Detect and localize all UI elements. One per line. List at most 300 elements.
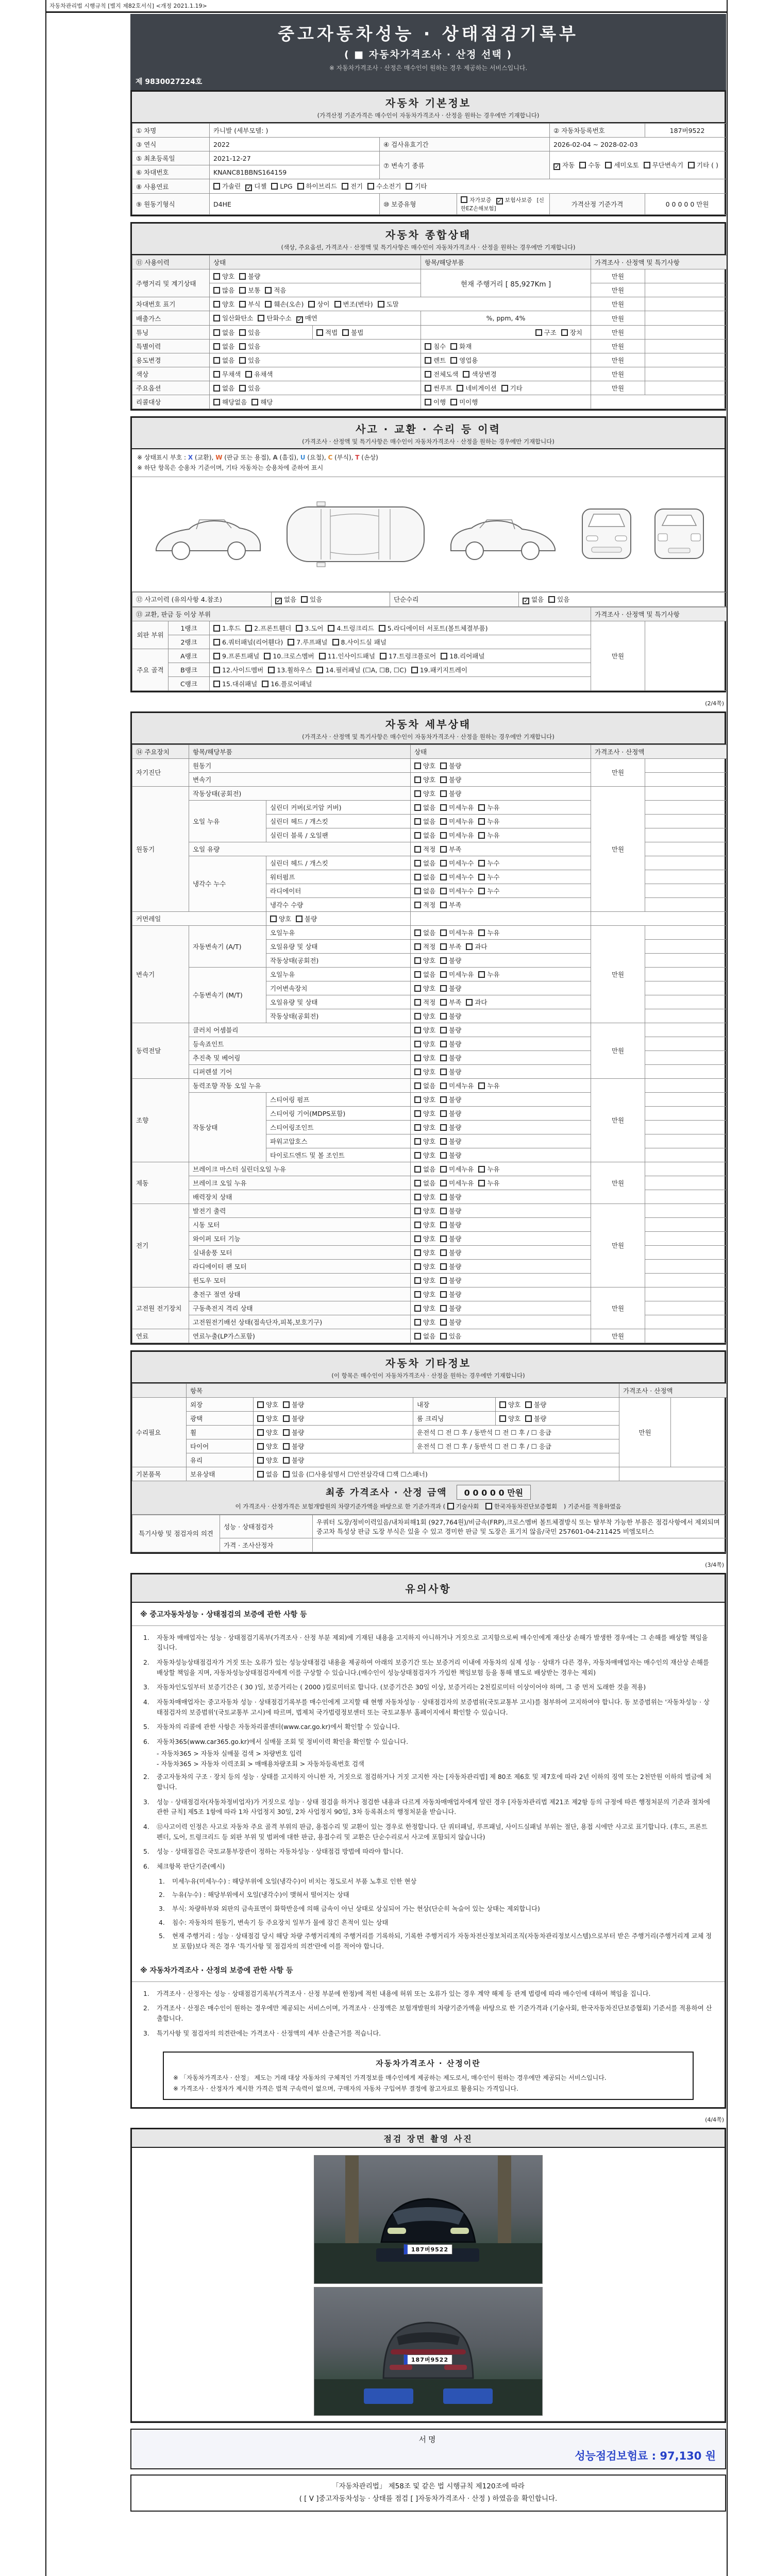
checkbox-icon[interactable] <box>283 1401 290 1408</box>
checkbox-option[interactable] <box>440 1011 461 1021</box>
checkbox-icon[interactable] <box>239 385 246 392</box>
checkbox-option[interactable] <box>440 761 461 770</box>
checkbox-icon[interactable] <box>525 1401 532 1408</box>
checkbox-option[interactable] <box>440 886 474 895</box>
checkbox-icon[interactable] <box>213 287 220 294</box>
checkbox-option[interactable] <box>425 355 446 365</box>
checkbox-icon[interactable] <box>425 343 431 350</box>
checkbox-option[interactable] <box>239 355 260 365</box>
checkbox-icon[interactable] <box>485 1503 492 1510</box>
checkbox-icon[interactable] <box>414 832 421 839</box>
checkbox-option[interactable] <box>239 285 260 295</box>
checkbox-icon[interactable] <box>270 916 277 922</box>
checkbox-icon[interactable] <box>213 315 220 321</box>
checkbox-option[interactable] <box>213 313 253 323</box>
checkbox-option[interactable] <box>414 997 435 1007</box>
checkbox-option[interactable] <box>414 1025 435 1035</box>
checkbox-option[interactable] <box>440 956 461 965</box>
checkbox-option[interactable] <box>414 844 435 854</box>
checkbox-icon[interactable] <box>342 329 349 336</box>
checkbox-option[interactable] <box>334 299 373 309</box>
checkbox-icon[interactable] <box>461 196 467 203</box>
checkbox-icon[interactable] <box>213 329 220 336</box>
checkbox-option[interactable] <box>644 160 683 170</box>
checkbox-icon[interactable] <box>414 1096 421 1103</box>
checkbox-option[interactable] <box>499 1400 520 1409</box>
checkbox-option[interactable] <box>485 1502 557 1511</box>
checkbox-icon[interactable] <box>478 1180 485 1187</box>
checkbox-icon[interactable] <box>283 1443 290 1450</box>
checkbox-icon[interactable]: ✓ <box>297 316 303 323</box>
checkbox-option[interactable] <box>414 886 435 895</box>
checkbox-option[interactable] <box>328 623 374 633</box>
checkbox-option[interactable] <box>283 1400 304 1409</box>
checkbox-option[interactable] <box>440 1206 461 1215</box>
checkbox-option[interactable] <box>414 1331 435 1341</box>
checkbox-option[interactable] <box>440 970 474 979</box>
checkbox-icon[interactable] <box>440 999 447 1006</box>
checkbox-icon[interactable] <box>414 1249 421 1256</box>
checkbox-icon[interactable] <box>406 183 412 190</box>
checkbox-option[interactable] <box>414 1178 435 1188</box>
checkbox-icon[interactable] <box>301 596 308 603</box>
checkbox-icon[interactable] <box>605 162 612 168</box>
checkbox-option[interactable] <box>441 651 484 660</box>
checkbox-icon[interactable] <box>414 1138 421 1145</box>
checkbox-icon[interactable] <box>414 1235 421 1242</box>
checkbox-icon[interactable] <box>257 1457 264 1464</box>
checkbox-icon[interactable] <box>440 762 447 769</box>
checkbox-option[interactable] <box>414 1303 435 1313</box>
checkbox-option[interactable] <box>440 1220 461 1229</box>
checkbox-option[interactable] <box>213 369 241 379</box>
checkbox-option[interactable] <box>688 160 718 170</box>
checkbox-icon[interactable] <box>414 1208 421 1214</box>
checkbox-option[interactable] <box>478 970 499 979</box>
checkbox-option[interactable] <box>213 328 234 337</box>
checkbox-option[interactable] <box>262 679 312 688</box>
checkbox-icon[interactable] <box>268 667 275 673</box>
checkbox-option[interactable] <box>440 1276 461 1285</box>
checkbox-option[interactable] <box>297 181 337 191</box>
checkbox-icon[interactable] <box>414 1013 421 1020</box>
checkbox-option[interactable] <box>525 1400 546 1409</box>
checkbox-option[interactable] <box>440 858 474 868</box>
checkbox-icon[interactable] <box>213 273 220 280</box>
checkbox-icon[interactable] <box>414 1055 421 1061</box>
checkbox-icon[interactable] <box>440 1208 447 1214</box>
checkbox-option-checked[interactable] <box>296 313 317 323</box>
checkbox-icon[interactable] <box>644 162 650 168</box>
checkbox-icon[interactable] <box>440 874 447 880</box>
checkbox-icon[interactable] <box>258 315 264 321</box>
checkbox-icon[interactable] <box>316 667 323 673</box>
checkbox-icon[interactable] <box>257 1429 264 1436</box>
checkbox-option[interactable] <box>457 383 496 393</box>
checkbox-option[interactable] <box>440 1303 461 1313</box>
checkbox-option-checked[interactable] <box>275 595 296 604</box>
checkbox-option[interactable] <box>257 1400 278 1409</box>
checkbox-icon[interactable] <box>378 301 384 308</box>
checkbox-icon[interactable] <box>213 357 220 364</box>
checkbox-icon[interactable] <box>478 971 485 978</box>
checkbox-icon[interactable]: ✓ <box>524 597 529 604</box>
checkbox-icon[interactable] <box>440 832 447 839</box>
checkbox-option[interactable] <box>378 299 399 309</box>
checkbox-icon[interactable] <box>239 301 246 308</box>
checkbox-option[interactable] <box>264 651 314 660</box>
checkbox-icon[interactable] <box>440 1027 447 1033</box>
checkbox-option[interactable] <box>406 181 427 191</box>
checkbox-icon[interactable] <box>499 1401 506 1408</box>
checkbox-icon[interactable] <box>440 860 447 867</box>
checkbox-icon[interactable] <box>440 1082 447 1089</box>
checkbox-option[interactable] <box>239 383 260 393</box>
checkbox-icon[interactable] <box>414 1041 421 1047</box>
checkbox-icon[interactable] <box>561 329 568 336</box>
checkbox-option[interactable] <box>425 342 446 351</box>
checkbox-option[interactable] <box>425 369 458 379</box>
checkbox-icon[interactable] <box>478 1166 485 1173</box>
checkbox-icon[interactable] <box>414 846 421 853</box>
checkbox-option[interactable] <box>440 1262 461 1271</box>
checkbox-option[interactable] <box>414 928 435 937</box>
checkbox-icon[interactable] <box>213 301 220 308</box>
checkbox-icon[interactable] <box>414 1166 421 1173</box>
checkbox-icon[interactable] <box>239 329 246 336</box>
checkbox-icon[interactable] <box>478 804 485 811</box>
checkbox-icon[interactable]: ✓ <box>246 184 252 191</box>
checkbox-option[interactable] <box>440 1178 474 1188</box>
checkbox-icon[interactable] <box>535 329 542 336</box>
checkbox-icon[interactable] <box>380 653 386 659</box>
checkbox-option-checked[interactable] <box>523 595 544 604</box>
checkbox-option[interactable] <box>450 397 478 406</box>
checkbox-icon[interactable] <box>414 762 421 769</box>
checkbox-option[interactable] <box>245 623 291 633</box>
checkbox-option[interactable] <box>257 1414 278 1423</box>
checkbox-icon[interactable] <box>283 1457 290 1464</box>
checkbox-icon[interactable] <box>440 1235 447 1242</box>
checkbox-icon[interactable] <box>441 653 447 659</box>
checkbox-icon[interactable] <box>478 832 485 839</box>
checkbox-option[interactable] <box>283 1455 304 1465</box>
checkbox-icon[interactable] <box>414 1222 421 1228</box>
checkbox-option[interactable] <box>414 1011 435 1021</box>
checkbox-option[interactable] <box>414 970 435 979</box>
checkbox-option[interactable] <box>414 1234 435 1243</box>
checkbox-icon[interactable] <box>440 1305 447 1312</box>
checkbox-icon[interactable] <box>501 385 508 392</box>
checkbox-icon[interactable] <box>463 371 469 378</box>
checkbox-option[interactable] <box>414 1206 435 1215</box>
checkbox-icon[interactable] <box>414 1152 421 1159</box>
checkbox-option[interactable] <box>245 369 273 379</box>
checkbox-option[interactable] <box>579 160 600 170</box>
checkbox-icon[interactable] <box>688 162 695 168</box>
checkbox-option[interactable] <box>414 1290 435 1299</box>
checkbox-icon[interactable] <box>257 1415 264 1422</box>
checkbox-option[interactable] <box>414 858 435 868</box>
checkbox-icon[interactable] <box>414 1277 421 1284</box>
checkbox-option[interactable] <box>414 1109 435 1118</box>
checkbox-icon[interactable] <box>414 1194 421 1200</box>
checkbox-option[interactable] <box>332 637 386 647</box>
checkbox-option[interactable] <box>440 775 461 784</box>
checkbox-option[interactable] <box>414 1095 435 1104</box>
checkbox-icon[interactable] <box>296 625 303 632</box>
checkbox-option[interactable] <box>525 1414 546 1423</box>
checkbox-icon[interactable] <box>251 399 258 405</box>
checkbox-icon[interactable] <box>440 929 447 936</box>
checkbox-icon[interactable] <box>414 1124 421 1131</box>
checkbox-option[interactable] <box>414 1262 435 1271</box>
checkbox-option[interactable] <box>414 1192 435 1201</box>
checkbox-option[interactable] <box>499 1414 520 1423</box>
checkbox-icon[interactable] <box>548 596 555 603</box>
checkbox-option[interactable] <box>450 355 478 365</box>
checkbox-option[interactable] <box>535 328 557 337</box>
checkbox-option[interactable] <box>268 665 312 674</box>
checkbox-icon[interactable] <box>478 1082 485 1089</box>
checkbox-icon[interactable] <box>414 1082 421 1089</box>
checkbox-icon[interactable] <box>379 625 385 632</box>
checkbox-option[interactable] <box>414 1164 435 1174</box>
checkbox-option[interactable] <box>213 637 283 647</box>
checkbox-icon[interactable] <box>440 1194 447 1200</box>
checkbox-option[interactable] <box>213 665 263 674</box>
checkbox-icon[interactable] <box>283 1415 290 1422</box>
checkbox-option[interactable] <box>466 942 487 951</box>
checkbox-option[interactable] <box>414 984 435 993</box>
checkbox-option-checked[interactable] <box>496 196 532 205</box>
checkbox-option[interactable] <box>342 181 363 191</box>
checkbox-icon[interactable] <box>283 1429 290 1436</box>
checkbox-icon[interactable] <box>414 888 421 894</box>
checkbox-option[interactable] <box>425 397 446 406</box>
checkbox-icon[interactable] <box>213 343 220 350</box>
checkbox-icon[interactable] <box>440 1124 447 1131</box>
checkbox-icon[interactable] <box>440 943 447 950</box>
checkbox-icon[interactable] <box>213 667 220 673</box>
checkbox-icon[interactable] <box>414 1291 421 1298</box>
checkbox-option[interactable] <box>367 181 401 191</box>
checkbox-option[interactable] <box>478 886 499 895</box>
checkbox-option[interactable] <box>440 817 474 826</box>
checkbox-icon[interactable] <box>257 1443 264 1450</box>
checkbox-icon[interactable] <box>414 999 421 1006</box>
checkbox-option[interactable] <box>414 1123 435 1132</box>
checkbox-icon[interactable] <box>440 1013 447 1020</box>
checkbox-option[interactable] <box>440 1137 461 1146</box>
checkbox-icon[interactable] <box>213 399 220 405</box>
checkbox-icon[interactable] <box>440 1263 447 1270</box>
checkbox-icon[interactable]: ✓ <box>276 597 282 604</box>
checkbox-option[interactable] <box>319 651 375 660</box>
checkbox-option[interactable] <box>411 665 467 674</box>
checkbox-option[interactable] <box>440 1081 474 1090</box>
checkbox-option[interactable] <box>257 1428 278 1437</box>
checkbox-option[interactable] <box>440 1150 461 1160</box>
checkbox-option[interactable] <box>296 623 323 633</box>
checkbox-icon[interactable] <box>440 1110 447 1117</box>
checkbox-icon[interactable] <box>245 625 252 632</box>
checkbox-option[interactable] <box>414 1248 435 1257</box>
checkbox-option[interactable] <box>414 1067 435 1076</box>
checkbox-option[interactable] <box>440 1123 461 1132</box>
checkbox-icon[interactable] <box>213 625 220 632</box>
checkbox-icon[interactable] <box>414 1333 421 1340</box>
checkbox-icon[interactable] <box>414 1319 421 1326</box>
checkbox-option[interactable] <box>239 272 260 281</box>
checkbox-option[interactable] <box>414 1053 435 1062</box>
checkbox-icon[interactable] <box>414 804 421 811</box>
checkbox-option[interactable] <box>213 342 234 351</box>
checkbox-icon[interactable] <box>440 1291 447 1298</box>
checkbox-option[interactable] <box>213 651 259 660</box>
checkbox-option[interactable] <box>316 665 406 674</box>
checkbox-icon[interactable] <box>288 639 294 646</box>
checkbox-option[interactable] <box>213 299 234 309</box>
checkbox-option[interactable] <box>425 383 452 393</box>
checkbox-icon[interactable] <box>265 301 272 308</box>
checkbox-option[interactable] <box>213 397 247 406</box>
checkbox-icon[interactable] <box>213 653 220 659</box>
checkbox-option[interactable] <box>414 789 435 798</box>
checkbox-option[interactable] <box>440 1192 461 1201</box>
checkbox-option[interactable] <box>440 1331 461 1341</box>
checkbox-option[interactable] <box>548 595 569 604</box>
checkbox-option[interactable] <box>414 775 435 784</box>
checkbox-icon[interactable] <box>213 639 220 646</box>
checkbox-option[interactable] <box>283 1442 304 1451</box>
checkbox-icon[interactable] <box>425 357 431 364</box>
checkbox-option[interactable] <box>258 313 291 323</box>
checkbox-icon[interactable] <box>414 874 421 880</box>
checkbox-option[interactable] <box>213 383 234 393</box>
checkbox-icon[interactable] <box>213 385 220 392</box>
checkbox-icon[interactable] <box>257 1401 264 1408</box>
checkbox-icon[interactable] <box>213 371 220 378</box>
checkbox-icon[interactable] <box>450 357 457 364</box>
checkbox-icon[interactable] <box>297 183 304 190</box>
checkbox-option[interactable] <box>440 928 474 937</box>
checkbox-icon[interactable]: ✓ <box>554 163 560 170</box>
checkbox-option[interactable] <box>414 761 435 770</box>
checkbox-option[interactable] <box>414 1137 435 1146</box>
checkbox-option[interactable] <box>440 942 461 951</box>
checkbox-option[interactable] <box>213 679 257 688</box>
checkbox-icon[interactable] <box>478 888 485 894</box>
checkbox-option[interactable] <box>605 160 638 170</box>
checkbox-icon[interactable] <box>414 902 421 908</box>
checkbox-icon[interactable] <box>414 1110 421 1117</box>
checkbox-icon[interactable] <box>440 1138 447 1145</box>
checkbox-icon[interactable] <box>440 1180 447 1187</box>
checkbox-icon[interactable] <box>239 273 246 280</box>
checkbox-option[interactable] <box>440 803 474 812</box>
checkbox-option[interactable] <box>440 831 474 840</box>
checkbox-icon[interactable] <box>414 860 421 867</box>
checkbox-option[interactable] <box>414 1081 435 1090</box>
checkbox-icon[interactable] <box>414 790 421 797</box>
checkbox-icon[interactable] <box>450 343 457 350</box>
checkbox-option[interactable] <box>561 328 582 337</box>
checkbox-option[interactable] <box>466 997 487 1007</box>
checkbox-option[interactable] <box>239 328 260 337</box>
checkbox-option[interactable] <box>257 1455 278 1465</box>
checkbox-icon[interactable] <box>319 653 326 659</box>
checkbox-option[interactable] <box>213 623 241 633</box>
checkbox-option[interactable] <box>478 928 499 937</box>
checkbox-icon[interactable] <box>264 653 271 659</box>
checkbox-option[interactable] <box>478 817 499 826</box>
checkbox-option[interactable] <box>478 858 499 868</box>
checkbox-option[interactable] <box>283 1414 304 1423</box>
checkbox-icon[interactable] <box>499 1415 506 1422</box>
checkbox-icon[interactable] <box>239 357 246 364</box>
checkbox-option[interactable] <box>440 1234 461 1243</box>
checkbox-option[interactable] <box>440 872 474 882</box>
checkbox-icon[interactable] <box>478 860 485 867</box>
checkbox-option[interactable] <box>501 383 523 393</box>
checkbox-option[interactable] <box>296 914 317 923</box>
checkbox-option[interactable] <box>440 984 461 993</box>
checkbox-option[interactable] <box>301 595 322 604</box>
checkbox-option[interactable] <box>213 285 234 295</box>
checkbox-icon[interactable] <box>440 804 447 811</box>
checkbox-icon[interactable] <box>342 183 348 190</box>
checkbox-option[interactable] <box>440 1067 461 1076</box>
checkbox-icon[interactable] <box>440 776 447 783</box>
checkbox-icon[interactable] <box>440 1041 447 1047</box>
checkbox-icon[interactable] <box>414 776 421 783</box>
checkbox-icon[interactable] <box>478 874 485 880</box>
checkbox-option[interactable] <box>257 1442 278 1451</box>
checkbox-option[interactable] <box>440 997 461 1007</box>
checkbox-icon[interactable] <box>440 790 447 797</box>
checkbox-option[interactable] <box>288 637 327 647</box>
checkbox-icon[interactable] <box>440 1152 447 1159</box>
checkbox-option[interactable] <box>414 942 435 951</box>
checkbox-icon[interactable] <box>440 1069 447 1075</box>
checkbox-icon[interactable] <box>213 681 220 687</box>
checkbox-option[interactable] <box>447 1502 479 1511</box>
checkbox-icon[interactable] <box>440 1166 447 1173</box>
checkbox-option[interactable] <box>283 1428 304 1437</box>
checkbox-option[interactable] <box>463 369 496 379</box>
checkbox-icon[interactable] <box>440 1249 447 1256</box>
checkbox-icon[interactable] <box>414 818 421 825</box>
checkbox-option[interactable] <box>414 803 435 812</box>
checkbox-option[interactable] <box>308 299 329 309</box>
checkbox-option[interactable] <box>440 1317 461 1327</box>
checkbox-icon[interactable] <box>440 818 447 825</box>
checkbox-option[interactable] <box>414 1276 435 1285</box>
checkbox-option[interactable] <box>440 1109 461 1118</box>
checkbox-option[interactable] <box>414 900 435 909</box>
checkbox-option[interactable] <box>461 196 492 204</box>
checkbox-icon[interactable] <box>213 183 220 190</box>
checkbox-icon[interactable] <box>425 371 431 378</box>
checkbox-option[interactable] <box>440 1164 474 1174</box>
checkbox-option[interactable] <box>478 803 499 812</box>
checkbox-option[interactable] <box>265 299 304 309</box>
checkbox-icon[interactable] <box>525 1415 532 1422</box>
checkbox-icon[interactable] <box>414 1263 421 1270</box>
checkbox-option[interactable] <box>414 956 435 965</box>
checkbox-option[interactable] <box>440 1053 461 1062</box>
